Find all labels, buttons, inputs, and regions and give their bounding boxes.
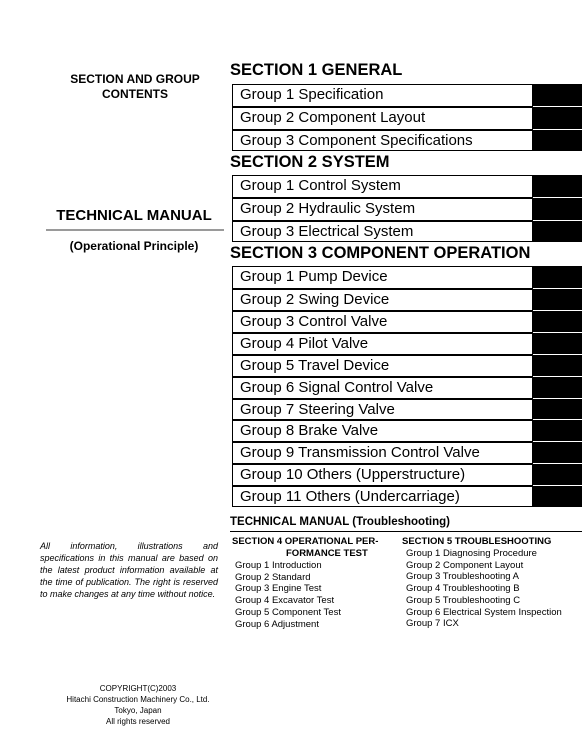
copyright-block [40,683,236,727]
heading-line-1: SECTION AND GROUP [70,72,200,86]
section-4-title-line-1: SECTION 4 OPERATIONAL PER- [232,536,379,547]
section-2-index-tab [533,175,582,242]
tab-divider [533,398,582,399]
tab-divider [533,463,582,464]
tab-divider [533,288,582,289]
section-4-group-list [235,560,341,630]
group-link[interactable]: Group 11 Others (Undercarriage) [232,486,533,507]
group-link[interactable]: Group 3 Electrical System [232,221,533,242]
group-link[interactable]: Group 1 Specification [232,84,533,107]
tab-divider [533,485,582,486]
section-4-title-line-2: FORMANCE TEST [286,547,368,559]
rights-line: All rights reserved [105,717,171,726]
group-link[interactable]: Group 7 Steering Valve [232,399,533,420]
company-line: Hitachi Construction Machinery Co., Ltd. [66,695,210,704]
list-item[interactable]: Group 3 Troubleshooting A [406,571,520,583]
group-link[interactable]: Group 2 Swing Device [232,289,533,311]
section-group-contents-heading [40,72,230,102]
tab-divider [533,129,582,130]
group-link[interactable]: Group 6 Signal Control Valve [232,377,533,399]
section-3-index-tab [533,266,582,507]
section-4-title [232,536,398,559]
operational-principle-subtitle: (Operational Principle) [69,239,199,253]
troubleshooting-title: TECHNICAL MANUAL (Troubleshooting) [230,516,450,528]
list-item[interactable]: Group 2 Component Layout [406,559,524,571]
list-item[interactable]: Group 6 Electrical System Inspection [406,606,562,618]
list-item[interactable]: Group 3 Engine Test [235,583,322,595]
group-link[interactable]: Group 8 Brake Valve [232,420,533,442]
group-link[interactable]: Group 4 Pilot Valve [232,333,533,355]
tab-divider [533,419,582,420]
list-item[interactable]: Group 4 Troubleshooting B [406,583,520,595]
location-line: Tokyo, Japan [114,706,162,715]
list-item[interactable]: Group 7 ICX [406,618,459,630]
group-link[interactable]: Group 5 Travel Device [232,355,533,377]
section-3-title: SECTION 3 COMPONENT OPERATION [230,244,531,262]
list-item[interactable]: Group 1 Diagnosing Procedure [406,548,537,559]
group-link[interactable]: Group 1 Pump Device [232,266,533,289]
group-link[interactable]: Group 2 Hydraulic System [232,198,533,221]
tab-divider [533,106,582,107]
tab-divider [533,220,582,221]
group-link[interactable]: Group 10 Others (Upperstructure) [232,464,533,486]
section-2-title: SECTION 2 SYSTEM [230,153,390,171]
section-1-title: SECTION 1 GENERAL [230,61,403,79]
list-item[interactable]: Group 6 Adjustment [235,618,319,630]
group-link[interactable]: Group 1 Control System [232,175,533,198]
list-item[interactable]: Group 2 Standard [235,571,311,583]
divider [230,531,582,532]
disclaimer-text: All information, illustrations and specifications in this manual are based on the latest product information available at the time of publication. The right is reserved to make changes at any time without notice. [40,541,218,599]
list-item[interactable]: Group 4 Excavator Test [235,595,335,607]
tab-divider [533,332,582,333]
technical-manual-title: TECHNICAL MANUAL [56,207,212,224]
tab-divider [533,197,582,198]
heading-line-2: CONTENTS [102,87,168,101]
section-1-index-tab [533,84,582,151]
copyright-line: COPYRIGHT(C)2003 [99,684,177,693]
section-5-group-list [406,548,562,630]
section-5-title: SECTION 5 TROUBLESHOOTING [402,536,552,547]
group-link[interactable]: Group 2 Component Layout [232,107,533,130]
tab-divider [533,376,582,377]
list-item[interactable]: Group 5 Component Test [235,606,341,618]
group-link[interactable]: Group 3 Component Specifications [232,130,533,151]
list-item[interactable]: Group 1 Introduction [235,560,322,571]
group-link[interactable]: Group 9 Transmission Control Valve [232,442,533,464]
list-item[interactable]: Group 5 Troubleshooting C [406,594,521,606]
tab-divider [533,310,582,311]
group-link[interactable]: Group 3 Control Valve [232,311,533,333]
tab-divider [533,441,582,442]
tab-divider [533,354,582,355]
divider [46,229,224,231]
